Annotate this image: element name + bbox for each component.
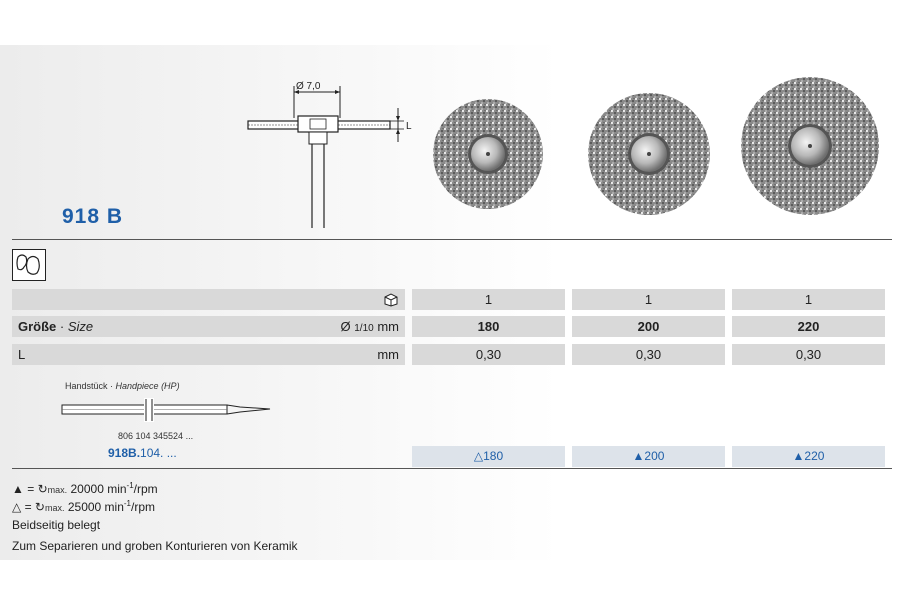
- length-label: L: [406, 121, 412, 132]
- length-row-label: L: [18, 347, 26, 362]
- usage-note: Zum Separieren und groben Konturieren von Keramik: [12, 539, 298, 553]
- size-unit-fraction: 1/10: [354, 323, 374, 334]
- row-pack-quantity-label: [12, 289, 405, 310]
- size-label-de: Größe: [18, 319, 57, 334]
- length-180: 0,30: [412, 344, 565, 365]
- header-divider: [12, 239, 892, 240]
- rotation-icon: ↻: [37, 482, 48, 496]
- size-unit-mm: mm: [377, 319, 399, 334]
- size-220: 220: [732, 316, 885, 337]
- diamond-disc-200: [587, 92, 711, 216]
- diameter-label: Ø 7,0: [296, 81, 321, 92]
- legend-speed-filled: ▲ = ↻max. 20000 $\min^{-1}$/rpm: [12, 481, 158, 496]
- coating-note: Beidseitig belegt: [12, 518, 101, 532]
- length-row-unit: mm: [377, 347, 399, 362]
- disc-technical-drawing: [240, 78, 420, 233]
- order-code-180: △180: [412, 446, 565, 467]
- order-code-200: ▲200: [572, 446, 725, 467]
- diamond-disc-180: [432, 98, 544, 210]
- size-label-en: Size: [67, 319, 94, 334]
- handpiece-shank-drawing: [60, 396, 272, 424]
- ceramic-material-icon: [12, 249, 46, 281]
- order-code: 918B.104. ...: [108, 446, 177, 460]
- length-200: 0,30: [572, 344, 725, 365]
- size-200: 200: [572, 316, 725, 337]
- length-220: 0,30: [732, 344, 885, 365]
- pack-quantity-180: 1: [412, 289, 565, 310]
- legend-speed-outline: △ = ↻max. 25000 $\min^{-1}$/rpm: [12, 499, 156, 514]
- outline-triangle-icon: △: [12, 500, 22, 514]
- package-icon: [383, 292, 399, 307]
- size-180: 180: [412, 316, 565, 337]
- pack-quantity-220: 1: [732, 289, 885, 310]
- rotation-icon: ↻: [34, 500, 45, 514]
- diamond-disc-220: [740, 76, 880, 216]
- handpiece-label: Handstück · Handpiece (HP): [65, 381, 180, 391]
- product-code: 918 B: [62, 205, 124, 228]
- row-size-label: Größe · Size Ø 1/10 mm: [12, 316, 405, 337]
- filled-triangle-icon: ▲: [12, 482, 24, 496]
- footer-divider: [12, 468, 892, 469]
- handpiece-number: 806 104 345524 ...: [118, 431, 194, 441]
- pack-quantity-200: 1: [572, 289, 725, 310]
- order-code-220: ▲220: [732, 446, 885, 467]
- row-length-label: [12, 344, 405, 365]
- size-unit-diameter: Ø: [340, 319, 351, 334]
